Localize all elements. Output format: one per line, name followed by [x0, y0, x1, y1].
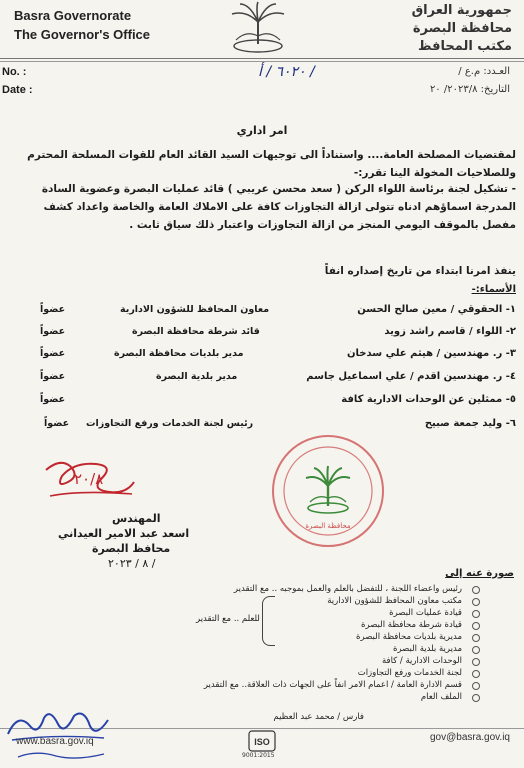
palm-emblem-icon [222, 0, 294, 58]
cc-item: رئيس واعضاء اللجنة ، للتفضل بالعلم والعمل بموجبه .. مع التقدير [233, 584, 462, 594]
header-ar-governorate: محافظة البصرة [412, 21, 512, 36]
date-label-ar: التاريخ: ٢٠٢٣/٨/ ٢٠ [429, 84, 510, 95]
member-name: ٥- ممثلين عن الوحدات الادارية كافة [341, 394, 516, 405]
decision-paragraph: - تشكيل لجنة برئاسة اللواء الركن ( سعد محسن عريبي ) قائد عمليات البصرة وعضوية السادة المدرجة اسماؤهم ادناه تتولى ازالة التجاوزات كافة على الاملاك العامة والخاصة واعداد كشف مفصل بالموقف اليومي المنجز من ازالة التجاوزات واعتبار ذلك سياق ثابت . [41, 183, 516, 231]
official-stamp-icon [268, 432, 388, 550]
bullet-icon [472, 670, 480, 678]
member-status: عضواً [40, 394, 66, 405]
number-label-ar: العـدد: م.ع / [458, 66, 510, 77]
bullet-icon [472, 694, 480, 702]
member-name: ٣- ر. مهندسين / هيثم علي سدخان [347, 348, 516, 359]
bullet-icon [472, 598, 480, 606]
header-english [14, 6, 150, 44]
iso-certification-icon [248, 730, 276, 752]
iso-label: ISO [254, 737, 270, 747]
bullet-icon [472, 586, 480, 594]
member-name: ١- الحقوقي / معين صالح الحسن [357, 304, 516, 315]
cc-item: مكتب معاون المحافظ للشؤون الادارية [327, 596, 462, 606]
member-role: رئيس لجنة الخدمات ورفع التجاوزات [86, 418, 254, 429]
bullet-icon [472, 610, 480, 618]
member-role: قائد شرطة محافظة البصرة [132, 326, 260, 337]
date-label-en: Date : [2, 84, 33, 96]
signature-date: / ٨ / ٢٠٢٣ [108, 557, 156, 570]
member-role: معاون المحافظ للشؤون الادارية [120, 304, 270, 315]
bullet-icon [472, 682, 480, 690]
effective-paragraph: ينفذ امرنا ابتداء من تاريخ إصداره انفاً [324, 265, 516, 277]
member-status: عضواً [40, 348, 66, 359]
number-label-en: No. : [2, 66, 27, 78]
cc-initials: فارس / محمد عبد العظيم [273, 712, 364, 722]
bullet-icon [472, 658, 480, 666]
member-name: ٤- ر. مهندسين اقدم / علي اسماعيل جاسم [306, 371, 516, 382]
signatory-title: المهندس [112, 512, 161, 525]
iso-code: 9001:2015 [242, 752, 275, 759]
document-title: امر اداري [236, 124, 288, 137]
cc-item: مديرية بلديات محافظة البصرة [356, 632, 462, 642]
signatory-position: محافظ البصرة [92, 542, 171, 555]
header-en-office: The Governor's Office [14, 27, 151, 42]
bullet-icon [472, 646, 480, 654]
intro-paragraph: لمقتضيات المصلحة العامة.... واستناداً الى توجيهات السيد القائد العام للقوات المسلحة المحترم وللصلاحيات المخولة الينا تقرر:- [27, 149, 516, 179]
member-status: عضواً [40, 304, 66, 315]
director-subtitle-icon [16, 748, 106, 762]
stamp-label: محافظة البصرة [305, 522, 351, 530]
member-status: عضواً [44, 418, 70, 429]
names-heading: الأسماء:- [471, 284, 516, 295]
footer-website-link[interactable]: www.basra.gov.iq [16, 736, 94, 747]
cc-heading: صورة عنه إلى [445, 568, 514, 579]
member-role: مدير بلديات محافظة البصرة [114, 348, 244, 359]
bullet-icon [472, 622, 480, 630]
member-status: عضواً [40, 371, 66, 382]
cc-item: قيادة عمليات البصرة [389, 608, 462, 618]
header-divider [0, 58, 524, 59]
cc-item: قيادة شرطة محافظة البصرة [361, 620, 462, 630]
cc-item: الوحدات الادارية / كافة [381, 656, 462, 666]
footer-email-link[interactable]: gov@basra.gov.iq [429, 732, 510, 743]
brace-label: للعلم .. مع التقدير [196, 614, 260, 624]
signature-handwritten-date: ٢٠/٨ [74, 470, 104, 488]
cc-item: مديرية بلدية البصرة [393, 644, 462, 654]
cc-item: الملف العام [420, 692, 462, 702]
header-ar-republic: جمهورية العراق [411, 3, 512, 18]
brace-bracket [262, 596, 275, 646]
number-value: ٦٠٢٠ / أ / [258, 64, 315, 80]
member-role: مدير بلدية البصرة [156, 371, 238, 382]
member-status: عضواً [40, 326, 66, 337]
signatory-name: اسعد عبد الامير العيداني [58, 527, 190, 540]
bullet-icon [472, 634, 480, 642]
member-name: ٦- وليد جمعة صبيح [424, 418, 516, 429]
member-name: ٢- اللواء / قاسم راشد زويد [384, 326, 516, 337]
governor-signature-icon [40, 452, 140, 510]
header-arabic [412, 2, 512, 56]
header-ar-office: مكتب المحافظ [418, 39, 512, 54]
cc-item: قسم الادارة العامة / اعمام الامر انفاً على الجهات ذات العلاقة.. مع التقدير [203, 680, 462, 690]
header-divider-2 [0, 61, 524, 62]
header-en-governorate: Basra Governorate [14, 8, 132, 23]
cc-item: لجنة الخدمات ورفع التجاوزات [357, 668, 462, 678]
